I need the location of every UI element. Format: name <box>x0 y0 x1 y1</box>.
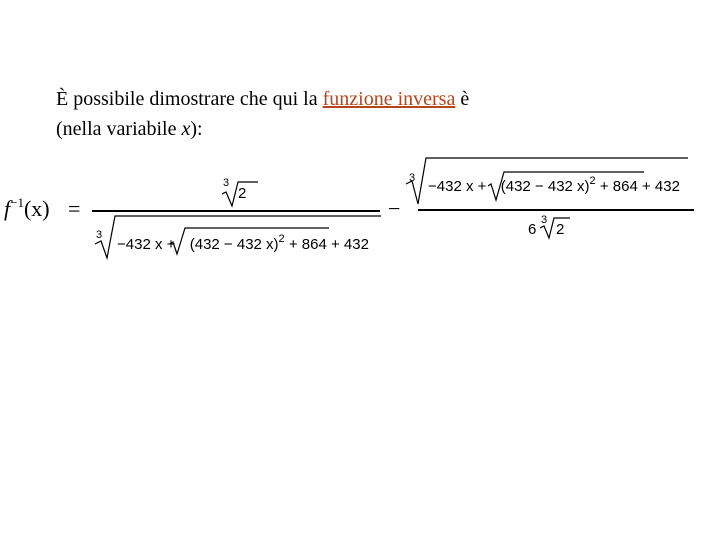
term-neg432x: −432 x + <box>117 236 176 253</box>
frac2-bar <box>418 209 694 211</box>
lhs-argument: (x) <box>23 196 50 221</box>
variable-note-end: ): <box>190 118 203 140</box>
frac2-den-root: 2 <box>556 221 565 238</box>
term-864: + 864 <box>288 236 327 253</box>
formula-equals: = <box>68 196 81 221</box>
term-432: + 432 <box>330 236 369 253</box>
term-paren: (432 − 432 x) <box>500 178 590 195</box>
intro-text: È possibile dimostrare che qui la <box>56 88 323 110</box>
frac2-den-radical <box>538 216 572 240</box>
frac2-num-expression <box>428 175 680 195</box>
frac2-den-coeff: 6 <box>528 221 537 238</box>
frac1-bar <box>92 210 380 212</box>
frac2-num-root-index: 3 <box>409 172 416 184</box>
term-864: + 864 <box>599 178 638 195</box>
lhs-exponent: −1 <box>10 195 24 210</box>
variable-note: (nella variabile <box>56 118 182 140</box>
term-paren: (432 − 432 x) <box>189 236 279 253</box>
term-exponent: 2 <box>589 175 596 187</box>
term-exponent: 2 <box>278 233 285 245</box>
term-neg432x: −432 x + <box>428 178 487 195</box>
lhs-function: f <box>4 196 11 221</box>
intro-paragraph <box>56 84 469 144</box>
inverse-function-link[interactable]: funzione inversa <box>322 88 456 110</box>
variable-x: x <box>181 118 191 140</box>
term-432: + 432 <box>641 178 680 195</box>
frac1-den-expression <box>117 233 369 253</box>
frac2-den-root-index: 3 <box>541 214 548 226</box>
formula-minus: − <box>388 196 401 221</box>
frac1-num-root-index: 3 <box>223 177 230 189</box>
intro-text-end: è <box>455 88 470 110</box>
frac1-den-root-index: 3 <box>96 229 103 241</box>
frac1-numerator: 2 <box>238 185 247 202</box>
formula-lhs <box>4 196 50 222</box>
